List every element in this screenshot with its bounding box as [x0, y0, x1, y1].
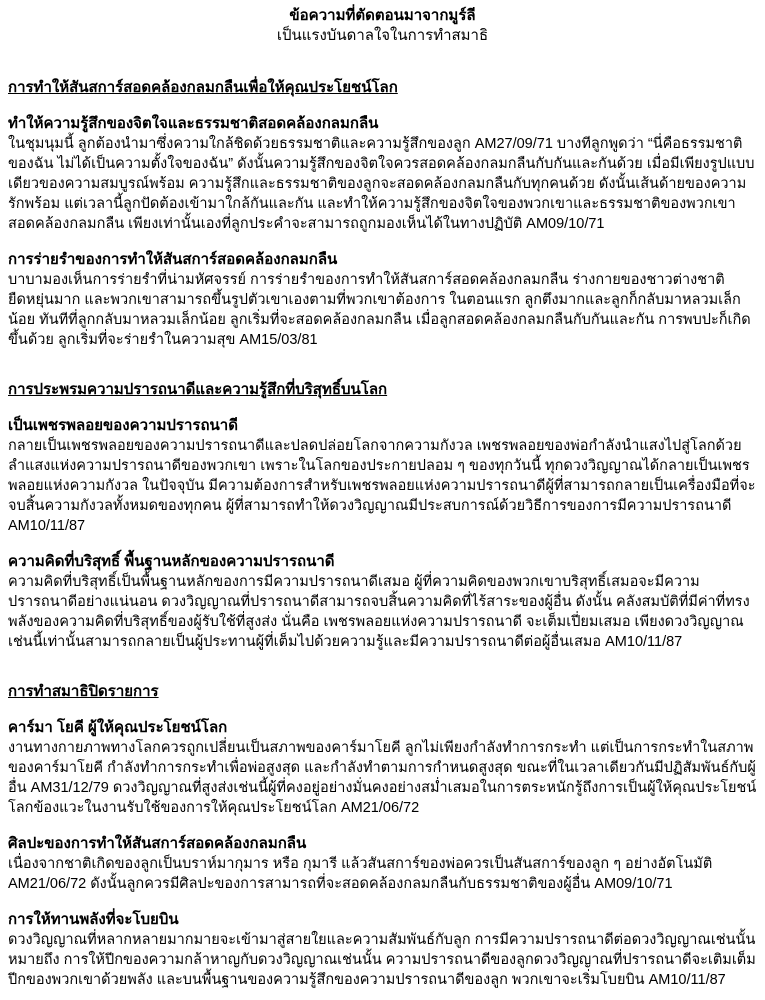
- section-heading: การประพรมความปรารถนาดีและความรู้สึกที่บริสุทธิ์บนโลก: [8, 381, 388, 398]
- document-subtitle: เป็นแรงบันดาลใจในการทำสมาธิ: [276, 27, 489, 44]
- subsection-title: การให้ทานพลังที่จะโบยบิน: [8, 911, 179, 928]
- subsection-title: ศิลปะของการทำให้สันสการ์สอดคล้องกลมกลืน: [8, 835, 307, 852]
- paragraph: ดวงวิญญาณที่หลากหลายมากมายจะเข้ามาสู่สายใยและความสัมพันธ์กับลูก การมีความปรารถนาดีต่อดวงวิญญาณเช่นนั้น หมายถึง การให้ปีกของความกล้าหาญกับดวงวิญญาณเช่นนั้น ความปรารถนาดีของลูกดวงวิญญาณที่ปรารถนาดีจะเติมเต็มปีกของพวกเขาด้วยพลัง และบนพื้นฐานของความรู้สึกของความปรารถนาดีของลูก พวกเขาจะเริ่มโบยบิน AM10/11/87: [8, 932, 756, 988]
- paragraph: ในชุมนุมนี้ ลูกต้องนำมาซึ่งความใกล้ชิดด้วยธรรมชาติและความรู้สึกของลูก AM27/09/71 บางทีลูกพูดว่า “นี่คือธรรมชาติของฉัน ไม่ได้เป็นความตั้งใจของฉัน” ดังนั้นความรู้สึกของจิตใจควรสอดคล้องกลมกลืนกับกันและกันด้วย เมื่อมีเพียงรูปแบบเดียวของความสมบูรณ์พร้อม ความรู้สึกและธรรมชาติของลูกจะสอดคล้องกลมกลืนกับทุกคนด้วย ดังนั้นเส้นด้ายของความรักพร้อม แต่เวลานี้ลูกปัดต้องเข้ามาใกล้กันและกัน และทำให้ความรู้สึกของจิตใจของพวกเขาและธรรมชาติของพวกเขาสอดคล้องกลมกลืน เพียงเท่านั้นเองที่ลูกประคำจะสามารถถูกมองเห็นได้ในทางปฏิบัติ AM09/10/71: [8, 136, 755, 232]
- section-closing-meditation: [8, 682, 757, 990]
- section-harmonising-sanskars: [8, 78, 757, 350]
- subsection-title: ความคิดที่บริสุทธิ์ พื้นฐานหลักของความปรารถนาดี: [8, 553, 335, 570]
- paragraph: เนื่องจากชาติเกิดของลูกเป็นบราห์มากุมาร หรือ กุมารี แล้วสันสการ์ของพ่อควรเป็นสันสการ์ของลูก ๆ อย่างอัตโนมัติ AM21/06/72 ดังนั้นลูกควรมีศิลปะของการสามารถที่จะสอดคล้องกลมกลืนกับธรรมชาติของผู้อื่น AM09/10/71: [8, 856, 713, 892]
- subsection-title: ทำให้ความรู้สึกของจิตใจและธรรมชาติสอดคล้องกลมกลืน: [8, 115, 379, 132]
- section-heading: การทำให้สันสการ์สอดคล้องกลมกลืนเพื่อให้คุณประโยชน์โลก: [8, 79, 398, 96]
- subsection-title: เป็นเพชรพลอยของความปรารถนาดี: [8, 417, 238, 434]
- document-title: ข้อความที่ตัดตอนมาจากมูร์ลี: [289, 7, 476, 24]
- subsection-title: การร่ายรำของการทำให้สันสการ์สอดคล้องกลมกลืน: [8, 251, 338, 268]
- paragraph: บาบามองเห็นการร่ายรำที่น่ามหัศจรรย์ การร่ายรำของการทำให้สันสการ์สอดคล้องกลมกลืน ร่างกายของชาวต่างชาติยืดหยุ่นมาก และพวกเขาสามารถขึ้นรูปตัวเขาเองตามที่พวกเขาต้องการ ในตอนแรก ลูกตึงมากและลูกก็กลับมาหลวมเล็กน้อย ทันทีที่ลูกกลับมาหลวมเล็กน้อย ลูกเริ่มที่จะสอดคล้องกลมกลืน เมื่อลูกสอดคล้องกลมกลืนกับกันและกัน การพบปะก็เกิดขึ้นด้วย ลูกเริ่มที่จะร่ายรำในความสุข AM15/03/81: [8, 272, 751, 348]
- section-sprinkling-good-wishes: [8, 380, 757, 652]
- subsection-title: คาร์มา โยคี ผู้ให้คุณประโยชน์โลก: [8, 719, 228, 736]
- paragraph: งานทางกายภาพทางโลกควรถูกเปลี่ยนเป็นสภาพของคาร์มาโยคี ลูกไม่เพียงกำลังทำการกระทำ แต่เป็นการกระทำในสภาพของคาร์มาโยคี กำลังทำการกระทำเพื่อพ่อสูงสุด และกำลังทำตามการกำหนดสูงสุด ขณะที่ในเวลาเดียวกันมีปฏิสัมพันธ์กับผู้อื่น AM31/12/79 ดวงวิญญาณที่สูงส่งเช่นนี้ผู้ที่คงอยู่อย่างมั่นคงอย่างสม่ำเสมอในการตระหนักรู้ถึงการเป็นผู้ให้คุณประโยชน์โลกข้องแวะในงานรับใช้ของการให้คุณประโยชน์โลก AM21/06/72: [8, 740, 757, 816]
- paragraph: ความคิดที่บริสุทธิ์เป็นพื้นฐานหลักของการมีความปรารถนาดีเสมอ ผู้ที่ความคิดของพวกเขาบริสุทธิ์เสมอจะมีความปรารถนาดีอย่างแน่นอน ดวงวิญญาณที่ปรารถนาดีสามารถจบสิ้นความคิดที่ไร้สาระของผู้อื่น ดังนั้น คลังสมบัติที่มีค่าที่ทรงพลังของความคิดที่บริสุทธิ์ของผู้รับใช้ที่สูงส่ง นั่นคือ เพชรพลอยแห่งความปรารถนาดี จะเต็มเปี่ยมเสมอ เพียงดวงวิญญาณเช่นนี้เท่านั้นสามารถกลายเป็นผู้ประทานผู้ที่เต็มไปด้วยความรู้และมีความปรารถนาดีต่อผู้อื่นเสมอ AM10/11/87: [8, 574, 750, 650]
- paragraph: กลายเป็นเพชรพลอยของความปรารถนาดีและปลดปล่อยโลกจากความกังวล เพชรพลอยของพ่อกำลังนำแสงไปสู่โลกด้วยลำแสงแห่งความปรารถนาดีของพวกเขา เพราะในโลกของประกายปลอม ๆ ของทุกวันนี้ ทุกดวงวิญญาณได้กลายเป็นเพชรพลอยแห่งความกังวล ในปัจจุบัน มีความต้องการสำหรับเพชรพลอยแห่งความปรารถนาดีผู้ที่สามารถกลายเป็นเครื่องมือที่จะจบสิ้นความกังวลทั้งหมดของทุกคน ผู้ที่สามารถทำให้ดวงวิญญาณมีประสบการณ์ด้วยวิธีการของการมีความปรารถนาดี AM10/11/87: [8, 438, 756, 534]
- section-heading: การทำสมาธิปิดรายการ: [8, 683, 159, 700]
